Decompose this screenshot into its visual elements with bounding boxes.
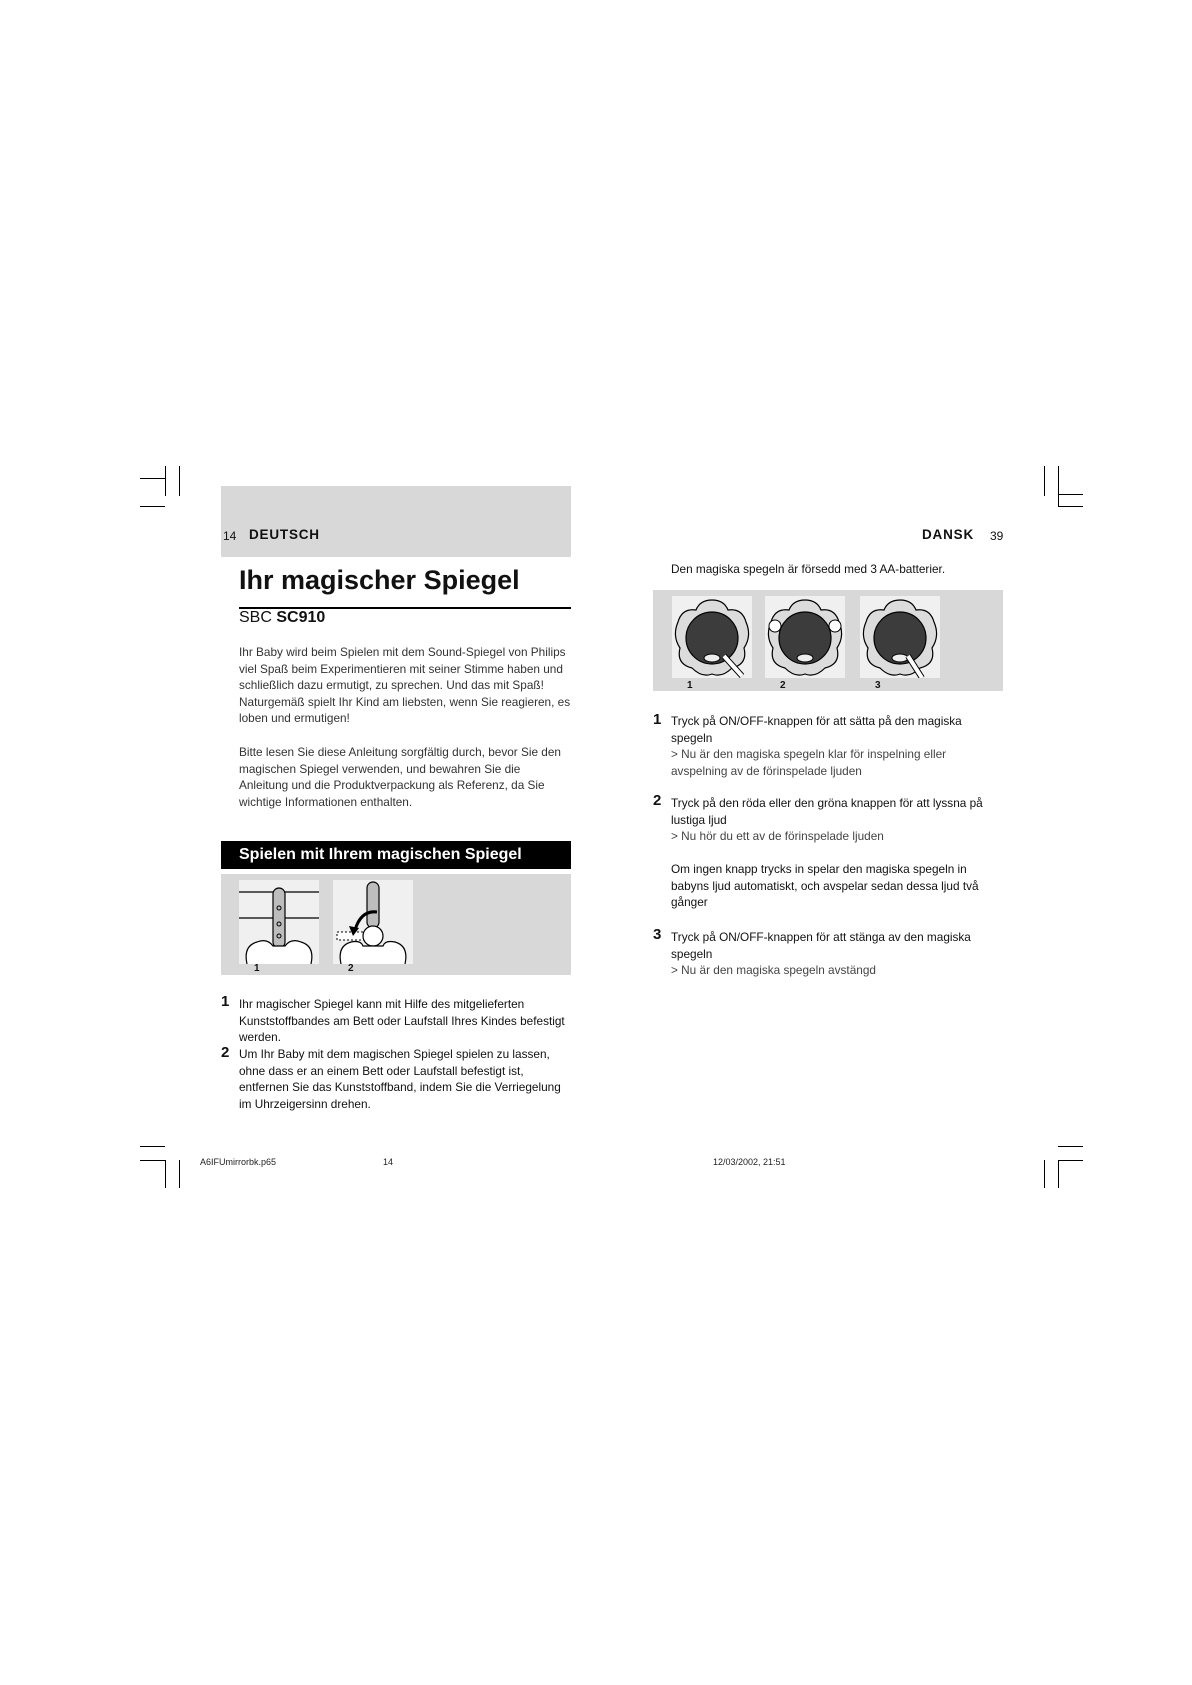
crop-mark (165, 1160, 166, 1188)
step-number: 2 (653, 792, 662, 809)
mirror-on-illustration (672, 596, 752, 678)
step-text: Ihr magischer Spiegel kann mit Hilfe des mitgelieferten Kunststoffbandes am Bett oder Laufstall Ihres Kindes befestigt werden. (239, 997, 565, 1045)
step-number: 2 (221, 1044, 230, 1061)
crop-mark (1058, 494, 1083, 495)
left-header-band (221, 486, 571, 557)
model-prefix: SBC (239, 609, 272, 626)
battery-note: Den magiska spegeln är försedd med 3 AA-batterier. (671, 562, 946, 576)
left-page-number: 14 (223, 529, 237, 543)
right-page-number: 39 (990, 529, 1004, 543)
crop-mark (1044, 1160, 1045, 1188)
mirror-off-illustration (860, 596, 940, 678)
crop-mark (140, 1146, 165, 1147)
model-number (239, 609, 325, 627)
crop-mark (1044, 466, 1045, 496)
left-language-label: DEUTSCH (249, 527, 320, 542)
footer-page: 14 (383, 1157, 394, 1167)
section-heading: Spielen mit Ihrem magischen Spiegel (221, 841, 571, 869)
step-note: Om ingen knapp trycks in spelar den magiska spegeln in babyns ljud automatiskt, och avspelar sedan dessa ljud två gånger (671, 862, 979, 910)
crop-mark (1058, 506, 1083, 507)
page-title: Ihr magischer Spiegel (239, 565, 520, 595)
footer-datetime: 12/03/2002, 21:51 (713, 1157, 786, 1167)
crop-mark (1058, 466, 1059, 506)
strap-attach-illustration (239, 880, 319, 964)
intro-paragraph: Bitte lesen Sie diese Anleitung sorgfältig durch, bevor Sie den magischen Spiegel verwenden, und bewahren Sie die Anleitung und die Produktverpackung als Referenz, da Sie wichtige Informationen enthalten. (239, 745, 561, 809)
crop-mark (1058, 1160, 1059, 1188)
figure-label: 1 (254, 963, 260, 974)
crop-mark (140, 1160, 165, 1161)
figure-label: 3 (875, 680, 881, 691)
crop-mark (1058, 1146, 1083, 1147)
figure-label: 2 (348, 963, 354, 974)
intro-paragraph: Ihr Baby wird beim Spielen mit dem Sound-Spiegel von Philips viel Spaß beim Experimentieren mit seiner Stimme haben und schließlich dazu ermutigt, zu sprechen. Und das mit Spaß! Naturgemäß spielt Ihr Kind am liebsten, wenn Sie reagieren, es loben und ermutigen! (239, 645, 571, 726)
figure-label: 2 (780, 680, 786, 691)
model-code: SC910 (276, 609, 326, 626)
crop-mark (140, 506, 165, 507)
crop-mark (179, 466, 180, 496)
step-number: 1 (653, 711, 662, 728)
step-result: > Nu är den magiska spegeln klar för inspelning eller avspelning av de förinspelade ljuden (671, 747, 947, 778)
crop-mark (140, 478, 165, 479)
step-result: > Nu hör du ett av de förinspelade ljuden (671, 829, 884, 843)
step-text: Tryck på ON/OFF-knappen för att stänga av den magiska spegeln (671, 930, 971, 961)
strap-release-illustration (333, 880, 413, 964)
crop-mark (179, 1160, 180, 1188)
figure-label: 1 (687, 680, 693, 691)
crop-mark (165, 466, 166, 496)
mirror-buttons-illustration (765, 596, 845, 678)
footer-filename: A6IFUmirrorbk.p65 (200, 1157, 277, 1167)
step-text: Um Ihr Baby mit dem magischen Spiegel spielen zu lassen, ohne dass er an einem Bett oder Laufstall befestigt ist, entfernen Sie das Kunststoffband, indem Sie die Verriegelung im Uhrzeigersinn drehen. (239, 1047, 561, 1111)
step-number: 3 (653, 926, 662, 943)
right-language-label: DANSK (922, 527, 975, 542)
step-number: 1 (221, 993, 230, 1010)
step-text: Tryck på den röda eller den gröna knappen för att lyssna på lustiga ljud (671, 796, 983, 827)
step-text: Tryck på ON/OFF-knappen för att sätta på den magiska spegeln (671, 714, 962, 745)
crop-mark (1058, 1160, 1083, 1161)
step-result: > Nu är den magiska spegeln avstängd (671, 963, 876, 977)
